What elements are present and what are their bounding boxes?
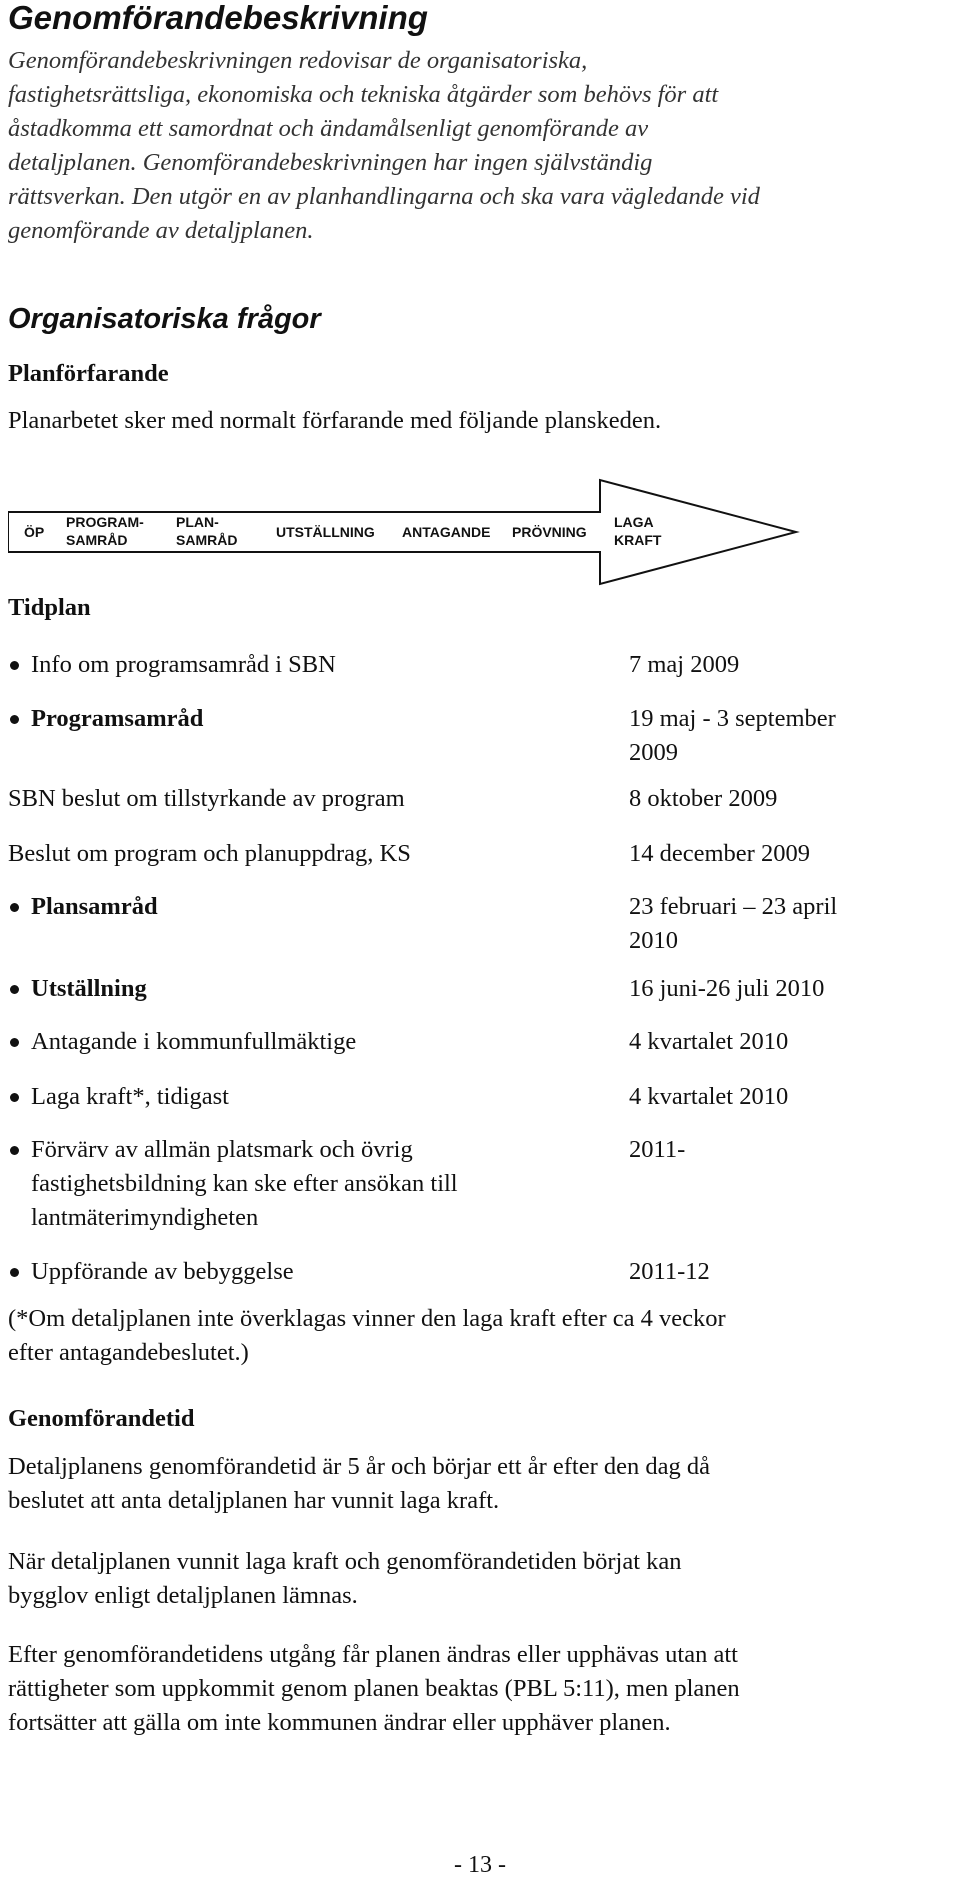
flow-stage-label: [24, 523, 44, 541]
tidplan-date-line: 2011-12: [629, 1258, 710, 1285]
paragraph-line: bygglov enligt detaljplanen lämnas.: [8, 1582, 358, 1609]
planforfarande-heading: Planförfarande: [8, 360, 169, 387]
bullet-icon: [10, 715, 19, 724]
intro-line: detaljplanen. Genomförandebeskrivningen har ingen självständig: [8, 149, 653, 176]
intro-line: Genomförandebeskrivningen redovisar de organisatoriska,: [8, 47, 588, 74]
tidplan-event-line: Info om programsamråd i SBN: [31, 651, 336, 678]
flow-stage-line: PLAN-: [176, 514, 219, 530]
tidplan-event: [31, 1133, 458, 1235]
tidplan-date-line: 2011-: [629, 1136, 686, 1163]
genomforandetid-paragraph-2: [8, 1545, 682, 1613]
tidplan-date: [629, 1255, 710, 1289]
tidplan-event-line: Laga kraft*, tidigast: [31, 1083, 229, 1110]
tidplan-event-line: lantmäterimyndigheten: [31, 1204, 259, 1231]
paragraph-line: beslutet att anta detaljplanen har vunnit laga kraft.: [8, 1487, 500, 1514]
flow-stage-label: [402, 523, 490, 541]
note-line: efter antagandebeslutet.): [8, 1339, 249, 1366]
flow-stage-label: [512, 523, 587, 541]
tidplan-event: [8, 837, 411, 871]
genomforandetid-heading: Genomförandetid: [8, 1405, 195, 1432]
tidplan-event-line: Antagande i kommunfullmäktige: [31, 1028, 357, 1055]
intro-line: fastighetsrättsliga, ekonomiska och tekniska åtgärder som behövs för att: [8, 81, 719, 108]
tidplan-event: [31, 890, 158, 924]
flow-stage-label: [66, 513, 144, 549]
tidplan-date-line: 2010: [629, 927, 678, 954]
genomforandetid-paragraph-1: [8, 1450, 710, 1518]
tidplan-date-line: 4 kvartalet 2010: [629, 1083, 789, 1110]
tidplan-date-line: 7 maj 2009: [629, 651, 740, 678]
tidplan-heading: Tidplan: [8, 594, 91, 621]
note-line: (*Om detaljplanen inte överklagas vinner den laga kraft efter ca 4 veckor: [8, 1305, 726, 1332]
bullet-icon: [10, 1038, 19, 1047]
tidplan-event-line: Utställning: [31, 975, 147, 1002]
page-heading: Genomförandebeskrivning: [8, 0, 428, 36]
flow-stage-line: ANTAGANDE: [402, 524, 491, 540]
paragraph-line: rättigheter som uppkommit genom planen beaktas (PBL 5:11), men planen: [8, 1675, 740, 1702]
flow-stage-label: [276, 523, 375, 541]
bullet-icon: [10, 661, 19, 670]
tidplan-date-line: 19 maj - 3 september: [629, 705, 836, 732]
flow-stage-line: LAGA: [614, 514, 654, 530]
tidplan-event-line: Förvärv av allmän platsmark och övrig: [31, 1136, 413, 1163]
flow-stage-line: PRÖVNING: [512, 524, 587, 540]
tidplan-event: [31, 1025, 356, 1059]
flow-stage-line: KRAFT: [614, 532, 662, 548]
tidplan-date: [629, 837, 810, 871]
tidplan-date: [629, 1025, 788, 1059]
tidplan-date: [629, 1080, 788, 1114]
paragraph-line: fortsätter att gälla om inte kommunen ändrar eller upphäver planen.: [8, 1709, 671, 1736]
tidplan-event: [31, 1255, 294, 1289]
section-heading: Organisatoriska frågor: [8, 303, 321, 335]
bullet-icon: [10, 903, 19, 912]
tidplan-date: [629, 702, 836, 770]
tidplan-date-line: 8 oktober 2009: [629, 785, 778, 812]
tidplan-event: [31, 972, 147, 1006]
tidplan-note: [8, 1302, 726, 1370]
tidplan-date-line: 23 februari – 23 april: [629, 893, 838, 920]
tidplan-event-line: fastighetsbildning kan ske efter ansökan till: [31, 1170, 458, 1197]
bullet-icon: [10, 1146, 19, 1155]
intro-line: rättsverkan. Den utgör en av planhandlingarna och ska vara vägledande vid: [8, 183, 760, 210]
tidplan-date: [629, 782, 777, 816]
tidplan-event: [31, 648, 336, 682]
tidplan-date-line: 4 kvartalet 2010: [629, 1028, 789, 1055]
paragraph-line: Detaljplanens genomförandetid är 5 år och börjar ett år efter den dag då: [8, 1453, 711, 1480]
tidplan-event-line: Beslut om program och planuppdrag, KS: [8, 840, 411, 867]
tidplan-event: [31, 1080, 229, 1114]
flow-stage-label: [614, 513, 661, 549]
tidplan-date: [629, 972, 824, 1006]
tidplan-date: [629, 1133, 685, 1167]
flow-stage-line: SAMRÅD: [66, 532, 128, 548]
intro-line: åstadkomma ett samordnat och ändamålsenligt genomförande av: [8, 115, 649, 142]
tidplan-event: [31, 702, 203, 736]
bullet-icon: [10, 1268, 19, 1277]
flow-stage-line: UTSTÄLLNING: [276, 524, 375, 540]
flow-stage-line: ÖP: [24, 524, 45, 540]
intro-paragraph: [8, 44, 958, 248]
page-number: - 13 -: [454, 1852, 506, 1878]
tidplan-date: [629, 890, 837, 958]
tidplan-event-line: Uppförande av bebyggelse: [31, 1258, 294, 1285]
tidplan-event: [8, 782, 405, 816]
tidplan-date-line: 2009: [629, 739, 678, 766]
flow-stage-label: [176, 513, 237, 549]
flow-stage-line: PROGRAM-: [66, 514, 144, 530]
tidplan-event-line: Plansamråd: [31, 893, 158, 920]
tidplan-date-line: 16 juni-26 juli 2010: [629, 975, 825, 1002]
planforfarande-text: Planarbetet sker med normalt förfarande med följande planskeden.: [8, 407, 662, 434]
tidplan-date-line: 14 december 2009: [629, 840, 810, 867]
bullet-icon: [10, 985, 19, 994]
intro-line: genomförande av detaljplanen.: [8, 217, 314, 244]
bullet-icon: [10, 1093, 19, 1102]
tidplan-event-line: Programsamråd: [31, 705, 204, 732]
paragraph-line: När detaljplanen vunnit laga kraft och genomförandetiden börjat kan: [8, 1548, 682, 1575]
tidplan-event-line: SBN beslut om tillstyrkande av program: [8, 785, 405, 812]
tidplan-date: [629, 648, 739, 682]
plan-stage-flow-diagram: [8, 478, 800, 590]
flow-stage-line: SAMRÅD: [176, 532, 238, 548]
paragraph-line: Efter genomförandetidens utgång får planen ändras eller upphävas utan att: [8, 1641, 738, 1668]
genomforandetid-paragraph-3: [8, 1638, 740, 1740]
